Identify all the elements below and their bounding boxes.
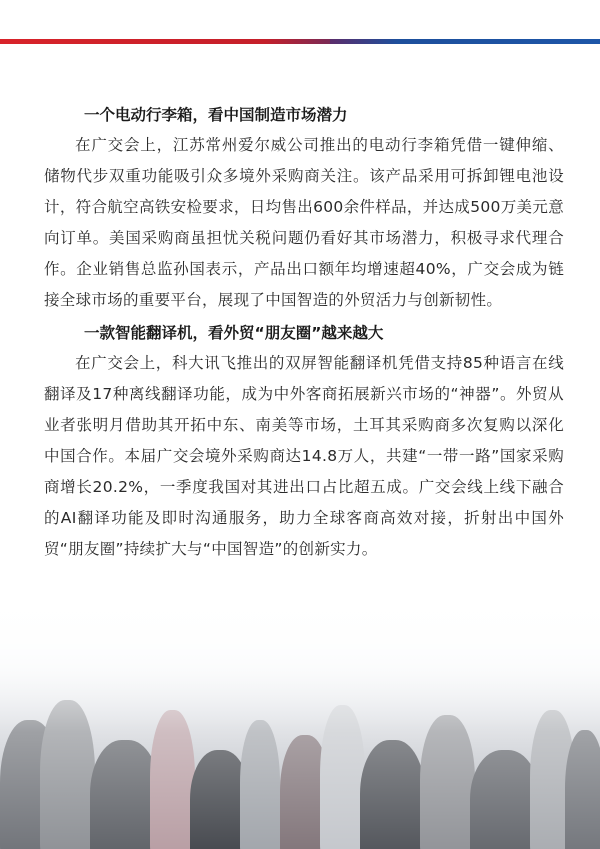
article-body	[44, 100, 564, 565]
section-paragraph-luggage: 在广交会上，江苏常州爱尔威公司推出的电动行李箱凭借一键伸缩、储物代步双重功能吸引众多境外采购商关注。该产品采用可拆卸锂电池设计，符合航空高铁安检要求，日均售出600余件样品，并达成500万美元意向订单。美国采购商虽担忧关税问题仍看好其市场潜力，积极寻求代理合作。企业销售总监孙国表示，产品出口额年均增速超40%，广交会成为链接全球市场的重要平台，展现了中国智造的外贸活力与创新韧性。	[44, 136, 564, 309]
section-heading-translator: 一款智能翻译机，看外贸“朋友圈”越来越大	[84, 324, 384, 342]
section-paragraph-translator: 在广交会上，科大讯飞推出的双屏智能翻译机凭借支持85种语言在线翻译及17种离线翻译功能，成为中外客商拓展新兴市场的“神器”。外贸从业者张明月借助其开拓中东、南美等市场，土耳其采购商多次复购以深化中国合作。本届广交会境外采购商达14.8万人，共建“一带一路”国家采购商增长20.2%，一季度我国对其进出口占比超五成。广交会线上线下融合的AI翻译功能及即时沟通服务，助力全球客商高效对接，折射出中国外贸“朋友圈”持续扩大与“中国智造”的创新实力。	[44, 354, 564, 558]
header-accent-red	[0, 39, 330, 44]
header-accent-bar	[0, 39, 600, 44]
section-heading-luggage: 一个电动行李箱，看中国制造市场潜力	[84, 106, 348, 124]
photo-fade-overlay	[0, 590, 600, 849]
header-accent-blue	[330, 39, 600, 44]
background-crowd-photo	[0, 590, 600, 849]
